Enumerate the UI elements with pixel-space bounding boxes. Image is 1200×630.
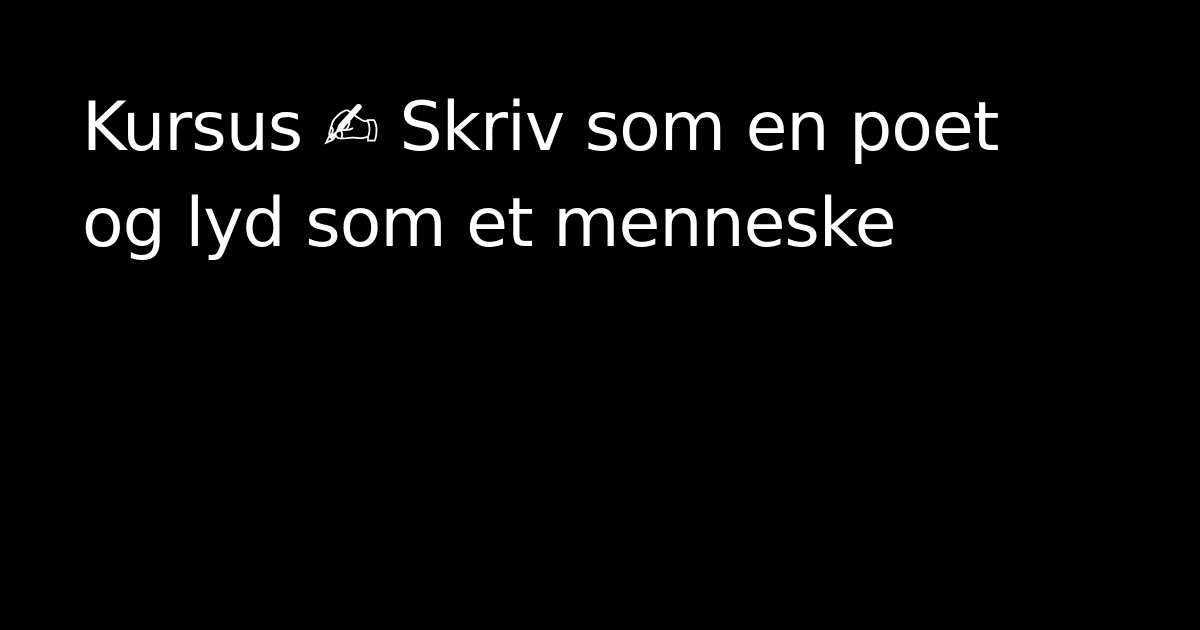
title-line-1-rest: Skriv som en poet bbox=[399, 88, 999, 167]
title-line-2: og lyd som et menneske bbox=[82, 184, 896, 263]
page-title bbox=[82, 80, 1142, 272]
title-line-1 bbox=[82, 80, 1142, 176]
title-prefix: Kursus bbox=[82, 88, 303, 167]
writing-hand-icon: ✍ bbox=[322, 88, 379, 167]
